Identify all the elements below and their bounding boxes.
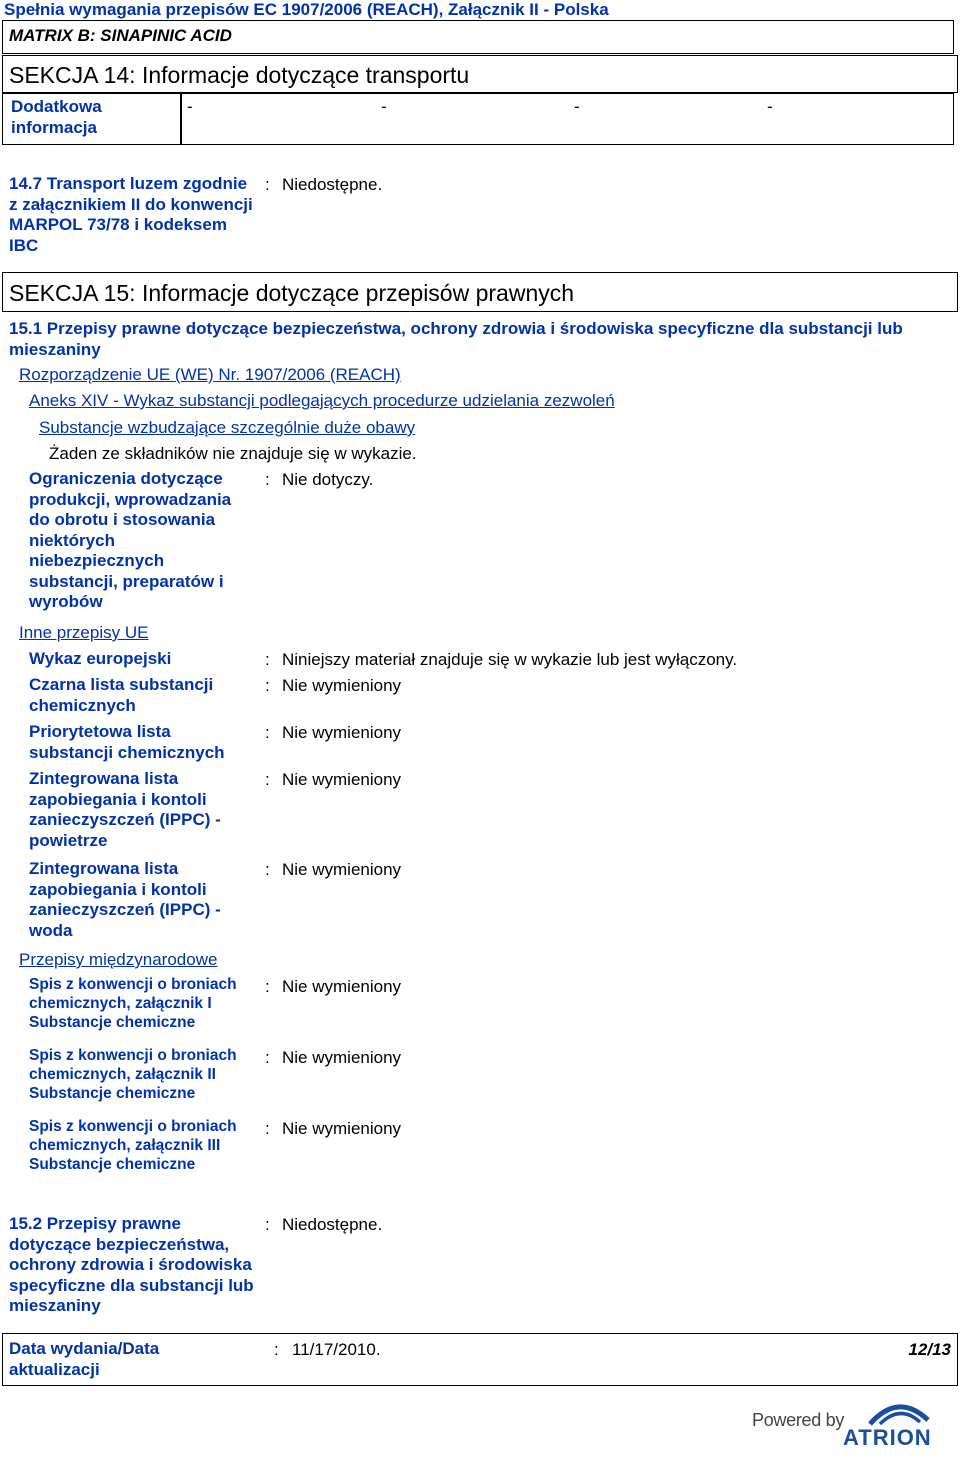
dash-cell-2: - [381,97,387,116]
section-14-heading: SEKCJA 14: Informacje dotyczące transportu [9,62,470,88]
cwc-annex-1-label: Spis z konwencji o broniach chemicznych, załącznik I Substancje chemiczne [29,976,237,1031]
page-number: 12/13 [908,1340,951,1359]
black-list-label: Czarna lista substancji chemicznych [29,675,214,715]
cwc-annex-3-value: Nie wymieniony [282,1119,402,1138]
additional-info-label: Dodatkowa informacja [11,97,102,137]
footer-box [2,1333,958,1386]
subsection-15-2-label: 15.2 Przepisy prawne dotyczące bezpieczeństwa, ochrony zdrowia i środowiska specyficzne dla substancji lub mieszaniny [9,1214,254,1315]
product-name: MATRIX B: SINAPINIC ACID [9,26,232,45]
document-header-title: Spełnia wymagania przepisów EC 1907/2006 (REACH), Załącznik II - Polska [4,0,609,19]
black-list-value: Nie wymieniony [282,676,402,695]
additional-info-row [2,93,954,145]
cwc-annex-2-label: Spis z konwencji o broniach chemicznych, załącznik II Substancje chemiczne [29,1047,237,1102]
cwc-annex-2-value: Nie wymieniony [282,1048,402,1067]
restrictions-value: Nie dotyczy. [282,470,374,489]
colon: : [265,1215,270,1234]
annex-xiv-link[interactable]: Aneks XIV - Wykaz substancji podlegających procedurze udzielania zezwoleń [29,391,615,410]
section-14-heading-box [2,55,958,93]
colon: : [274,1340,279,1359]
ippc-air-value: Nie wymieniony [282,770,402,789]
colon: : [265,770,270,789]
section-15-heading-box [2,272,958,312]
ippc-water-value: Nie wymieniony [282,860,402,879]
colon: : [265,723,270,742]
priority-list-label: Priorytetowa lista substancji chemicznych [29,722,225,762]
cwc-annex-1-value: Nie wymieniony [282,977,402,996]
dash-cell-3: - [574,97,580,116]
european-inventory-label: Wykaz europejski [29,649,172,668]
colon: : [265,1048,270,1067]
product-box [2,20,954,54]
colon: : [265,175,270,194]
colon: : [265,676,270,695]
subsection-15-1-title: 15.1 Przepisy prawne dotyczące bezpieczeństwa, ochrony zdrowia i środowiska specyficzne dla substancji lub mieszaniny [9,319,903,359]
colon: : [265,650,270,669]
cwc-annex-3-label: Spis z konwencji o broniach chemicznych, załącznik III Substancje chemiczne [29,1118,237,1173]
table-divider [180,93,182,145]
atrion-brand-text: ATRION [843,1425,932,1450]
reach-link[interactable]: Rozporządzenie UE (WE) Nr. 1907/2006 (REACH) [19,365,401,384]
colon: : [265,470,270,489]
dash-cell-4: - [767,97,773,116]
colon: : [265,1119,270,1138]
ippc-air-label: Zintegrowana lista zapobiegania i kontoli zanieczyszczeń (IPPC) - powietrze [29,769,221,850]
svhc-link[interactable]: Substancje wzbudzające szczególnie duże obawy [39,418,416,437]
european-inventory-value: Niniejszy materiał znajduje się w wykazie lub jest wyłączony. [282,650,738,669]
issue-date-value: 11/17/2010. [292,1340,381,1359]
other-eu-regulations-link[interactable]: Inne przepisy UE [19,623,149,642]
colon: : [265,977,270,996]
marpol-value: Niedostępne. [282,175,383,194]
powered-by-text: Powered by [752,1410,845,1430]
ippc-water-label: Zintegrowana lista zapobiegania i kontoli zanieczyszczeń (IPPC) - woda [29,859,221,940]
priority-list-value: Nie wymieniony [282,723,402,742]
international-regulations-link[interactable]: Przepisy międzynarodowe [19,950,218,969]
restrictions-label: Ograniczenia dotyczące produkcji, wprowadzania do obrotu i stosowania niektórych niebezpiecznych substancji, preparatów i wyrobów [29,469,232,611]
subsection-15-2-value: Niedostępne. [282,1215,383,1234]
marpol-label: 14.7 Transport luzem zgodnie z załącznikiem II do konwencji MARPOL 73/78 i kodeksem IBC [9,174,253,255]
colon: : [265,860,270,879]
section-15-heading: SEKCJA 15: Informacje dotyczące przepisów prawnych [9,280,575,306]
svhc-status-text: Żaden ze składników nie znajduje się w wykazie. [49,444,417,463]
issue-date-label: Data wydania/Data aktualizacji [9,1339,160,1379]
dash-cell-1: - [187,97,193,116]
